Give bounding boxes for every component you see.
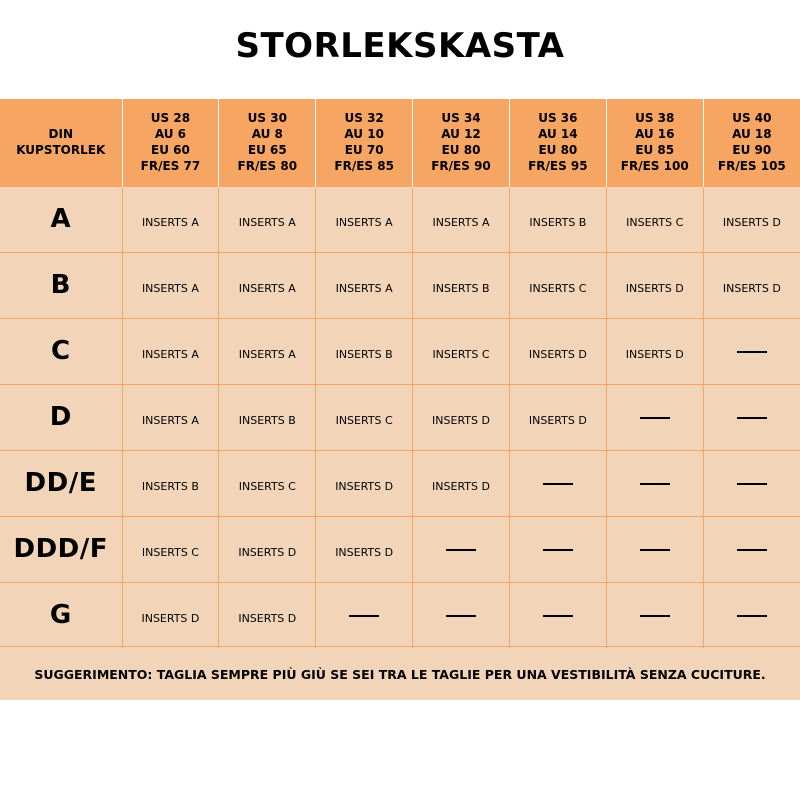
- not-available-dash: [349, 615, 379, 617]
- band-size-label: FR/ES 80: [237, 159, 298, 174]
- cup-size-label: DD/E: [0, 450, 122, 516]
- not-available-dash: [446, 549, 476, 551]
- table-cell: [509, 516, 606, 582]
- table-cell: [316, 516, 413, 582]
- band-size-label: EU 85: [635, 143, 675, 158]
- not-available-dash: [737, 615, 767, 617]
- table-cell: [703, 516, 800, 582]
- table-cell: [606, 252, 703, 318]
- insert-size-value: INSERTS D: [722, 281, 781, 295]
- table-row: [0, 186, 800, 252]
- band-size-label: EU 60: [151, 143, 190, 158]
- insert-size-value: INSERTS A: [141, 281, 199, 295]
- table-cell: [219, 582, 316, 648]
- insert-size-value: INSERTS C: [335, 413, 393, 427]
- insert-size-value: INSERTS B: [141, 479, 199, 493]
- band-size-label: AU 8: [251, 127, 283, 142]
- band-size-label: US 28: [150, 111, 191, 126]
- table-cell: [509, 450, 606, 516]
- band-size-label: US 38: [635, 111, 675, 126]
- page-title: STORLEKSKASTA: [235, 26, 565, 66]
- band-size-label: FR/ES 90: [431, 159, 491, 174]
- table-cell: [316, 318, 413, 384]
- not-available-dash: [543, 483, 573, 485]
- table-cell: [219, 186, 316, 252]
- table-row: [0, 318, 800, 384]
- band-size-label: FR/ES 95: [528, 159, 588, 174]
- not-available-dash: [737, 417, 767, 419]
- table-cell: [703, 582, 800, 648]
- not-available-dash: [446, 615, 476, 617]
- insert-size-value: INSERTS C: [141, 545, 199, 559]
- table-cell: [219, 516, 316, 582]
- insert-size-value: INSERTS D: [238, 545, 297, 559]
- table-cell: [413, 516, 510, 582]
- table-row: [0, 384, 800, 450]
- insert-size-value: INSERTS D: [432, 413, 490, 427]
- table-cell: [219, 384, 316, 450]
- table-cell: [219, 450, 316, 516]
- insert-size-value: INSERTS C: [238, 479, 296, 493]
- band-size-label: AU 6: [154, 127, 187, 142]
- insert-size-value: INSERTS A: [238, 215, 296, 229]
- table-cell: [413, 450, 510, 516]
- size-chart: [0, 99, 800, 700]
- band-size-label: US 30: [247, 111, 287, 126]
- not-available-dash: [640, 549, 670, 551]
- table-cell: [606, 186, 703, 252]
- insert-size-value: INSERTS D: [528, 413, 587, 427]
- insert-size-value: INSERTS A: [238, 347, 296, 361]
- table-cell: [122, 582, 219, 648]
- band-size-label: AU 10: [344, 127, 384, 142]
- table-row: [0, 516, 800, 582]
- table-cell: [122, 252, 219, 318]
- band-size-label: EU 65: [247, 143, 287, 158]
- insert-size-value: INSERTS B: [432, 281, 490, 295]
- insert-size-value: INSERTS A: [141, 215, 199, 229]
- table-cell: [509, 384, 606, 450]
- cup-size-label: G: [0, 582, 122, 648]
- band-size-label: US 34: [441, 111, 481, 126]
- table-cell: [413, 384, 510, 450]
- insert-size-value: INSERTS C: [432, 347, 490, 361]
- band-size-header: [606, 99, 703, 186]
- band-size-label: EU 80: [538, 143, 578, 158]
- table-cell: [413, 582, 510, 648]
- insert-size-value: INSERTS D: [432, 479, 490, 493]
- table-cell: [606, 516, 703, 582]
- insert-size-value: INSERTS A: [335, 281, 393, 295]
- insert-size-value: INSERTS D: [528, 347, 587, 361]
- table-cell: [413, 318, 510, 384]
- cup-size-label: A: [0, 186, 122, 252]
- band-size-label: AU 18: [732, 127, 772, 142]
- cup-size-label: B: [0, 252, 122, 318]
- band-size-label: FR/ES 100: [620, 159, 689, 174]
- table-cell: [122, 450, 219, 516]
- cup-size-header: DIN KUPSTORLEK: [0, 99, 122, 186]
- table-cell: [606, 582, 703, 648]
- table-cell: [703, 252, 800, 318]
- insert-size-value: INSERTS D: [625, 281, 684, 295]
- not-available-dash: [737, 483, 767, 485]
- insert-size-value: INSERTS A: [238, 281, 296, 295]
- band-size-label: FR/ES 105: [717, 159, 786, 174]
- band-size-label: AU 12: [441, 127, 481, 142]
- table-cell: [413, 252, 510, 318]
- not-available-dash: [543, 615, 573, 617]
- band-size-label: US 36: [538, 111, 578, 126]
- table-cell: [606, 318, 703, 384]
- not-available-dash: [543, 549, 573, 551]
- band-size-label: FR/ES 77: [140, 159, 201, 174]
- band-size-label: US 32: [344, 111, 384, 126]
- band-size-header: [703, 99, 800, 186]
- band-size-header: [122, 99, 219, 186]
- insert-size-value: INSERTS D: [335, 545, 394, 559]
- table-cell: [122, 516, 219, 582]
- band-size-label: EU 90: [732, 143, 772, 158]
- table-cell: [509, 186, 606, 252]
- table-cell: [316, 252, 413, 318]
- table-cell: [316, 450, 413, 516]
- band-size-label: EU 80: [441, 143, 481, 158]
- table-cell: [413, 186, 510, 252]
- table-cell: [122, 318, 219, 384]
- insert-size-value: INSERTS D: [722, 215, 781, 229]
- table-cell: [316, 186, 413, 252]
- table-cell: [703, 384, 800, 450]
- insert-size-value: INSERTS C: [626, 215, 684, 229]
- table-cell: [509, 252, 606, 318]
- table-cell: [606, 384, 703, 450]
- table-row: [0, 450, 800, 516]
- band-size-label: AU 14: [538, 127, 578, 142]
- insert-size-value: INSERTS D: [625, 347, 684, 361]
- band-size-label: AU 16: [634, 127, 675, 142]
- table-cell: [703, 318, 800, 384]
- table-cell: [219, 252, 316, 318]
- table-cell: [703, 450, 800, 516]
- not-available-dash: [640, 615, 670, 617]
- table-cell: [316, 582, 413, 648]
- header-row: [0, 99, 800, 186]
- insert-size-value: INSERTS A: [141, 347, 199, 361]
- table-row: [0, 582, 800, 648]
- not-available-dash: [737, 549, 767, 551]
- insert-size-value: INSERTS C: [529, 281, 587, 295]
- insert-size-value: INSERTS B: [529, 215, 587, 229]
- insert-size-value: INSERTS B: [335, 347, 393, 361]
- cup-size-label: D: [0, 384, 122, 450]
- table-cell: [122, 186, 219, 252]
- band-size-label: EU 70: [344, 143, 384, 158]
- table-cell: [509, 318, 606, 384]
- insert-size-value: INSERTS D: [335, 479, 394, 493]
- band-size-label: FR/ES 85: [334, 159, 394, 174]
- band-size-header: [219, 99, 316, 186]
- table-cell: [316, 384, 413, 450]
- not-available-dash: [640, 417, 670, 419]
- cup-size-label: DDD/F: [0, 516, 122, 582]
- band-size-header: [509, 99, 606, 186]
- band-size-label: US 40: [732, 111, 772, 126]
- insert-size-value: INSERTS B: [238, 413, 296, 427]
- table-cell: [219, 318, 316, 384]
- not-available-dash: [640, 483, 670, 485]
- insert-size-value: INSERTS A: [432, 215, 490, 229]
- table-cell: [703, 186, 800, 252]
- band-size-header: [413, 99, 510, 186]
- insert-size-value: INSERTS A: [141, 413, 199, 427]
- table-cell: [509, 582, 606, 648]
- insert-size-value: INSERTS A: [335, 215, 393, 229]
- not-available-dash: [737, 351, 767, 353]
- band-size-header: [316, 99, 413, 186]
- insert-size-value: INSERTS D: [238, 611, 297, 625]
- table-cell: [606, 450, 703, 516]
- tip-text: SUGGERIMENTO: TAGLIA SEMPRE PIÙ GIÙ SE SEI TRA LE TAGLIE PER UNA VESTIBILITÀ SENZA CUCITURE.: [0, 646, 800, 701]
- size-table: [0, 99, 800, 648]
- cup-size-label: C: [0, 318, 122, 384]
- table-cell: [122, 384, 219, 450]
- table-row: [0, 252, 800, 318]
- insert-size-value: INSERTS D: [141, 611, 200, 625]
